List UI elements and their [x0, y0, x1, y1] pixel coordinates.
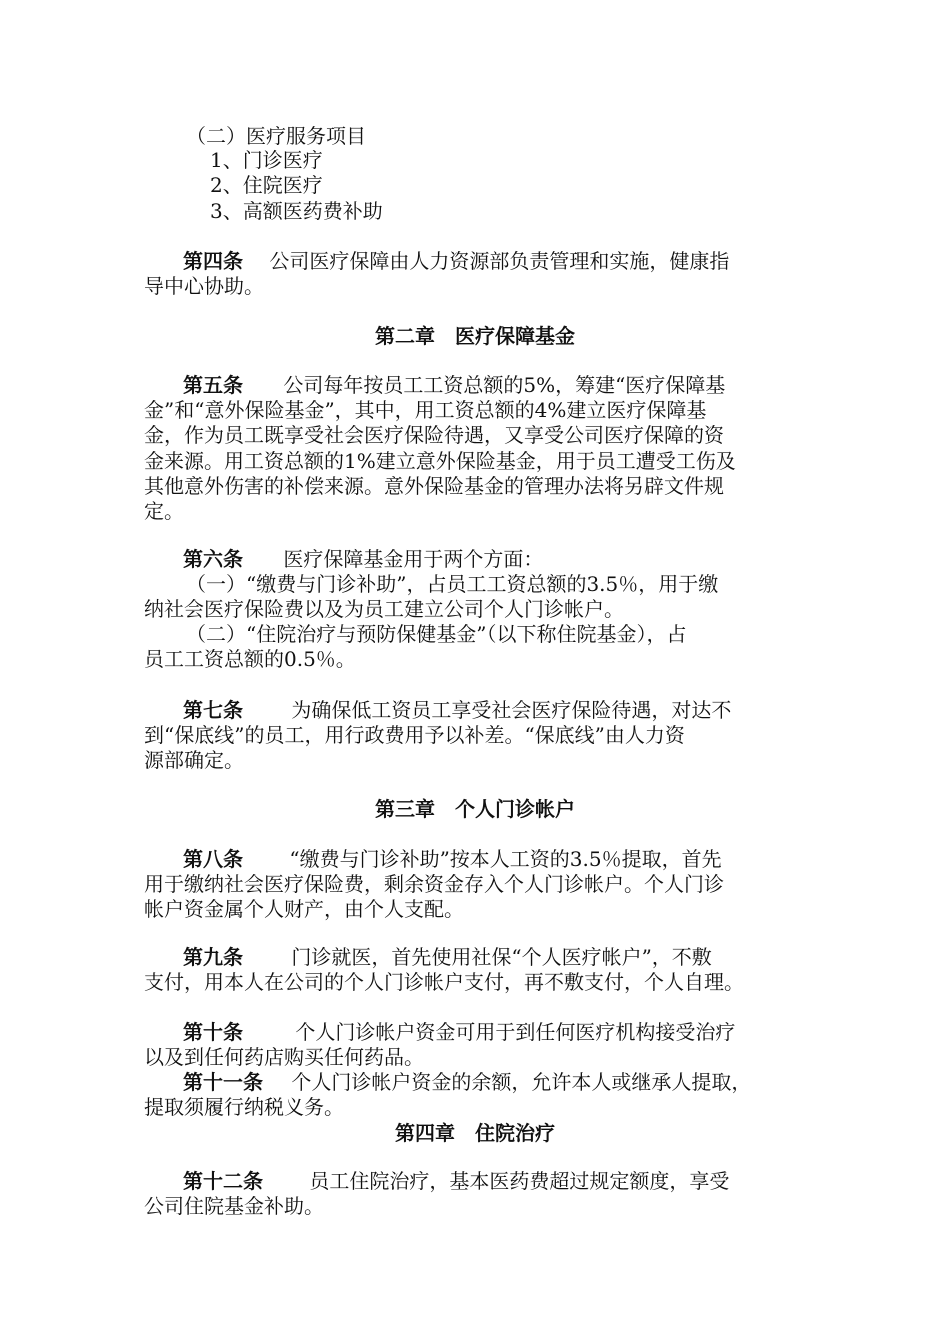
article-10-line [183, 1020, 735, 1045]
article-12-label: 第十二条 [183, 1169, 263, 1193]
article-11-text: 提取须履行纳税义务。 [144, 1095, 344, 1119]
chapter-2-title: 第二章 医疗保障基金 [375, 324, 575, 348]
article-9-line [183, 945, 712, 970]
article-11-label: 第十一条 [183, 1070, 263, 1094]
article-7-text: 源部确定。 [144, 748, 244, 772]
article-4-text: 导中心协助。 [144, 274, 264, 298]
article-6-text: 医疗保障基金用于两个方面： [283, 547, 544, 571]
article-5-text: 金来源。用工资总额的1%建立意外保险基金，用于员工遭受工伤及 [144, 449, 736, 473]
article-12-text: 公司住院基金补助。 [144, 1194, 324, 1218]
article-6-text: 员工工资总额的0.5％。 [144, 647, 356, 671]
article-4-text: 公司医疗保障由人力资源部负责管理和实施，健康指 [269, 249, 730, 273]
article-5-text: 定。 [144, 499, 184, 523]
article-4-line [183, 249, 729, 274]
article-12-text: 员工住院治疗，基本医药费超过规定额度，享受 [309, 1169, 730, 1193]
service-item: 2、住院医疗 [210, 173, 323, 197]
section-heading: （二）医疗服务项目 [186, 124, 366, 148]
article-5-label: 第五条 [183, 373, 243, 397]
article-6-label: 第六条 [183, 547, 243, 571]
article-8-text: “缴费与门诊补助”按本人工资的3.5％提取，首先 [289, 847, 722, 871]
article-9-text: 门诊就医，首先使用社保“个人医疗帐户”，不敷 [291, 945, 712, 969]
article-4-label: 第四条 [183, 249, 243, 273]
article-5-text: 金，作为员工既享受社会医疗保险待遇，又享受公司医疗保障的资 [144, 423, 724, 447]
article-6-text: （二）“住院治疗与预防保健基金”（以下称住院基金），占 [186, 622, 687, 646]
article-10-text: 个人门诊帐户资金可用于到任何医疗机构接受治疗 [295, 1020, 736, 1044]
chapter-3-title: 第三章 个人门诊帐户 [375, 797, 575, 821]
article-11-text: 个人门诊帐户资金的余额，允许本人或继承人提取， [291, 1070, 752, 1094]
article-5-line [183, 373, 725, 398]
article-12-line [183, 1169, 729, 1194]
article-8-label: 第八条 [183, 847, 243, 871]
article-10-text: 以及到任何药店购买任何药品。 [144, 1045, 424, 1069]
article-6-line [183, 547, 543, 572]
article-11-line [183, 1070, 751, 1095]
article-8-text: 帐户资金属个人财产，由个人支配。 [144, 897, 464, 921]
article-7-line [183, 698, 731, 723]
article-10-label: 第十条 [183, 1020, 243, 1044]
article-9-text: 支付，用本人在公司的个人门诊帐户支付，再不敷支付，个人自理。 [144, 970, 744, 994]
article-8-line [183, 847, 722, 872]
article-7-text: 为确保低工资员工享受社会医疗保险待遇，对达不 [291, 698, 732, 722]
article-8-text: 用于缴纳社会医疗保险费，剩余资金存入个人门诊帐户。个人门诊 [144, 872, 724, 896]
service-item: 1、门诊医疗 [210, 148, 323, 172]
article-5-text: 金”和“意外保险基金”，其中，用工资总额的4%建立医疗保障基 [144, 398, 707, 422]
article-9-label: 第九条 [183, 945, 243, 969]
article-7-text: 到“保底线”的员工，用行政费用予以补差。“保底线”由人力资 [144, 723, 685, 747]
article-6-text: 纳社会医疗保险费以及为员工建立公司个人门诊帐户。 [144, 597, 624, 621]
chapter-4-title: 第四章 住院治疗 [395, 1121, 555, 1145]
service-item: 3、高额医药费补助 [210, 199, 383, 223]
article-7-label: 第七条 [183, 698, 243, 722]
article-6-text: （一）“缴费与门诊补助”，占员工工资总额的3.5％，用于缴 [186, 572, 719, 596]
article-5-text: 公司每年按员工工资总额的5%，筹建“医疗保障基 [283, 373, 726, 397]
article-5-text: 其他意外伤害的补偿来源。意外保险基金的管理办法将另辟文件规 [144, 474, 724, 498]
